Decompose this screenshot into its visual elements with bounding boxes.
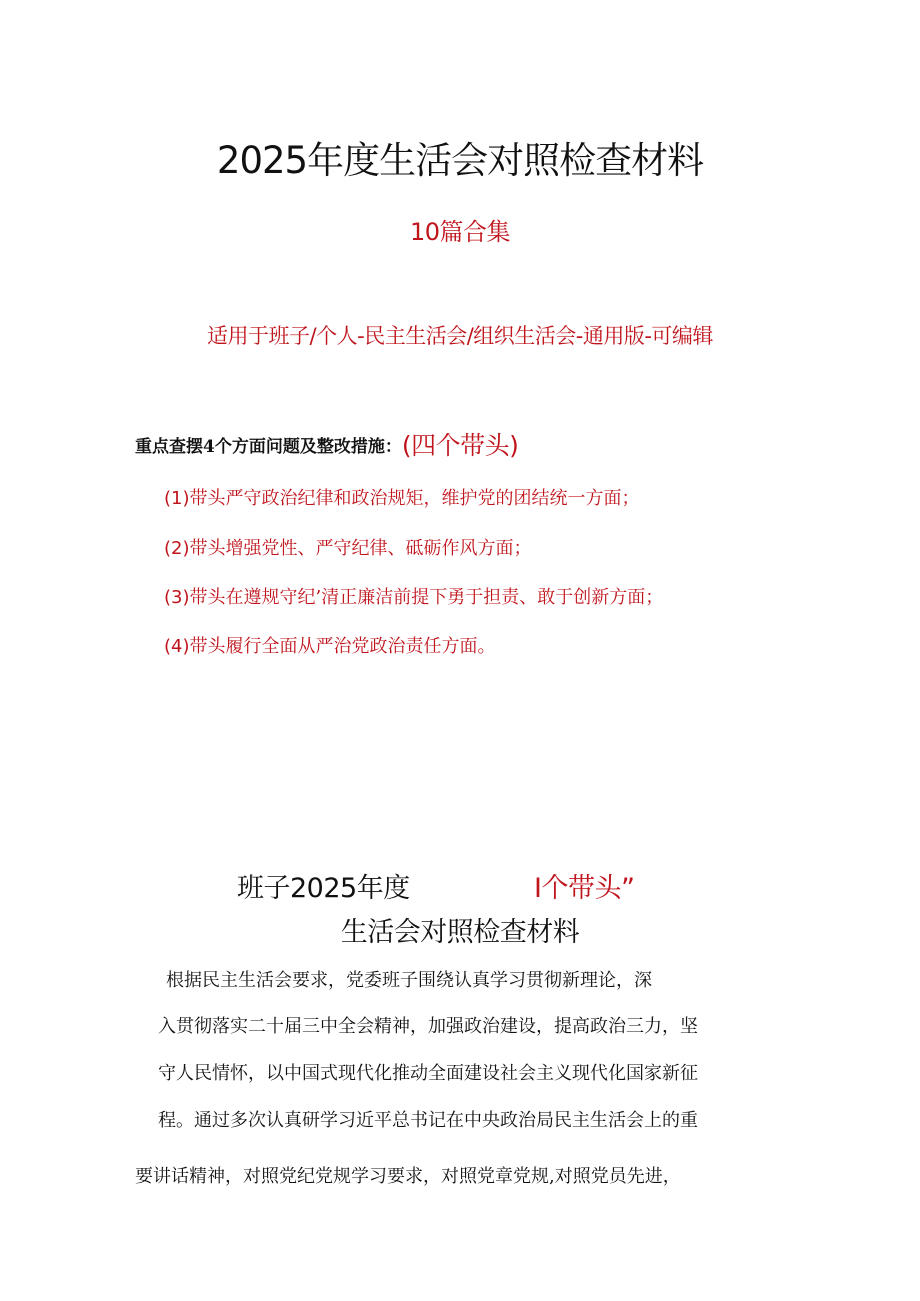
section-title-left: 班子2025年度	[237, 873, 410, 904]
focus-item-text: 带头增强党性、严守纪律、砥砺作风方面；	[189, 538, 532, 559]
focus-item-number: (4)	[164, 636, 190, 657]
section-title-right: I个带头”	[534, 873, 635, 904]
paragraph-line: 守人民情怀，以中国式现代化推动全面建设社会主义现代化国家新征	[158, 1063, 698, 1084]
focus-item-text: 带头在遵规守纪’清正廉洁前提下勇于担责、敢于创新方面；	[189, 587, 664, 608]
focus-tag: (四个带头)	[401, 431, 519, 460]
document-subtitle: 10篇合集	[409, 218, 511, 246]
paragraph-line: 入贯彻落实二十届三中全会精神，加强政治建设，提高政治三力，坚	[158, 1016, 698, 1037]
applicability-note: 适用于班子/个人-民主生活会/组织生活会-通用版-可编辑	[207, 324, 713, 348]
paragraph-line: 程。通过多次认真研学习近平总书记在中央政治局民主生活会上的重	[158, 1110, 698, 1131]
focus-item-number: (2)	[164, 538, 190, 559]
focus-item-1	[164, 484, 640, 510]
focus-heading	[135, 424, 518, 460]
document-title: 2025年度生活会对照检查材料	[216, 139, 704, 182]
focus-item-4	[164, 632, 496, 658]
focus-item-number: (1)	[164, 488, 190, 509]
focus-item-3	[164, 583, 663, 609]
focus-item-text: 带头严守政治纪律和政治规矩，维护党的团结统一方面；	[189, 488, 640, 509]
focus-item-number: (3)	[164, 587, 190, 608]
focus-item-text: 带头履行全面从严治党政治责任方面。	[189, 636, 496, 657]
focus-item-2	[164, 534, 532, 560]
section-title-line2: 生活会对照检查材料	[340, 917, 580, 948]
paragraph-line: 根据民主生活会要求，党委班子围绕认真学习贯彻新理论，深	[166, 970, 652, 991]
focus-label: 重点查摆4个方面问题及整改措施：	[135, 437, 402, 457]
paragraph-line: 要讲话精神，对照党纪党规学习要求，对照党章党规,对照党员先进，	[135, 1166, 681, 1187]
